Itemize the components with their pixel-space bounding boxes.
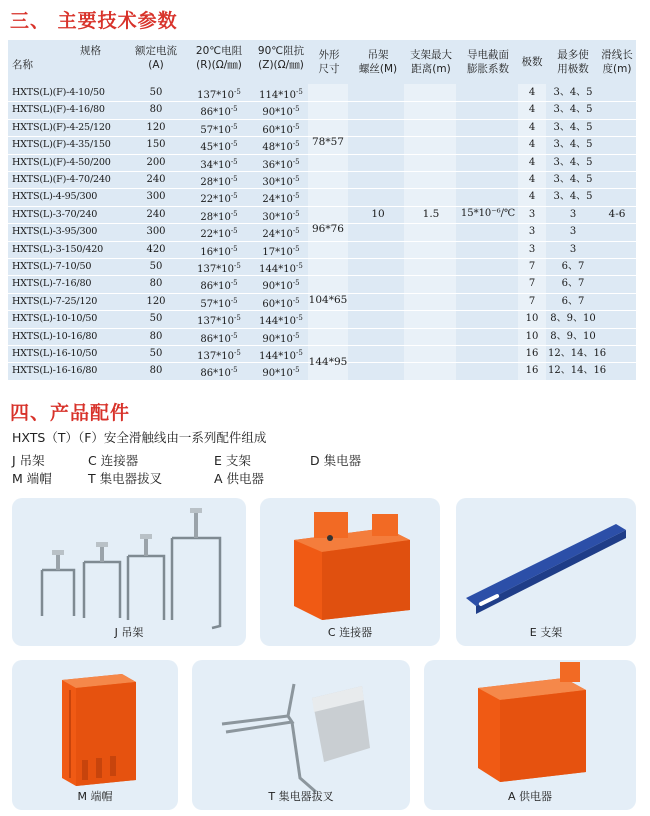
cell-exponent: -5: [230, 227, 238, 236]
header-imp90-unit: (Z)(Ω/㎜): [258, 59, 304, 71]
table-row: [8, 188, 636, 205]
legend-t: T 集电器拔叉: [88, 471, 163, 486]
cell-res-value: 28*10: [200, 211, 231, 223]
cell-res-value: 16*10: [200, 246, 231, 258]
cell-max: [548, 206, 598, 223]
cell-name: [8, 241, 126, 258]
cell-res-value: 34*10: [200, 159, 231, 171]
cell-name: [8, 310, 126, 327]
cell-exponent: -5: [230, 192, 238, 201]
cell-current-value: 240: [146, 174, 166, 185]
cell-max-value: 3: [569, 243, 577, 255]
cell-exponent: -5: [230, 105, 238, 114]
cell-exponent: -5: [292, 279, 300, 288]
cell-poles-value: 4: [528, 156, 536, 168]
cell-current-value: 80: [149, 330, 163, 342]
row-divider: [8, 328, 636, 329]
cell-max: [548, 258, 598, 275]
cell-current: [126, 345, 186, 362]
header-res20-unit: (R)(Ω/㎜): [196, 59, 242, 71]
length-value: 4-6: [608, 208, 626, 220]
cell-poles-value: 4: [528, 191, 536, 203]
cell-max-value: 3、4、5: [553, 104, 593, 116]
cell-poles: [518, 223, 546, 240]
cell-max-value: 12、14、16: [548, 365, 607, 377]
cell-current-value: 80: [149, 278, 163, 290]
cell-res-value: 86*10: [200, 281, 231, 293]
cell-max-value: 3、4、5: [553, 156, 593, 168]
cell-max-value: 6、7: [561, 261, 585, 272]
cell-exponent: -5: [295, 88, 303, 96]
row-divider: [8, 258, 636, 259]
cell-name: [8, 188, 126, 205]
cell-max-value: 3、4、5: [553, 87, 593, 98]
legend-d: D 集电器: [310, 453, 362, 468]
cell-exponent: -5: [233, 349, 241, 357]
cell-exponent: -5: [230, 209, 238, 218]
cell-poles-value: 10: [525, 330, 539, 342]
cell-poles-value: 3: [528, 208, 536, 220]
cell-current: [126, 275, 186, 292]
cell-current-value: 120: [146, 295, 166, 307]
row-divider: [8, 101, 636, 102]
cell-max-value: 3: [569, 208, 577, 220]
header-support-label: 支架最大: [410, 49, 452, 61]
cell-res-value: 137*10: [197, 316, 234, 328]
cell-imp-value: 24*10: [262, 229, 293, 241]
table-row: [8, 101, 636, 118]
cell-imp-value: 90*10: [262, 281, 293, 293]
cell-current: [126, 293, 186, 310]
table-row: [8, 119, 636, 136]
cell-res-value: 22*10: [200, 194, 231, 206]
card-support: [456, 498, 636, 646]
cell-max: [548, 345, 607, 362]
cell-poles: [518, 345, 546, 362]
card-fork: [192, 660, 410, 810]
shape-group-1: 78*57: [312, 136, 344, 148]
table-row: [8, 84, 636, 101]
cell-name: [8, 171, 126, 188]
header-res20: [188, 40, 250, 84]
cell-exponent: -5: [292, 244, 300, 253]
cell-exponent: -5: [230, 279, 238, 288]
cell-exponent: -5: [292, 331, 300, 340]
cell-max: [548, 101, 598, 118]
card-connector: [260, 498, 440, 646]
cell-current-value: 300: [146, 191, 166, 203]
card-endcap: [12, 660, 178, 810]
cell-max-value: 8、9、10: [550, 330, 596, 342]
cell-exponent: -5: [295, 262, 303, 270]
cell-current-value: 240: [146, 208, 166, 220]
header-name: 名称: [12, 59, 33, 71]
cell-exponent: -5: [230, 331, 238, 340]
cell-name-value: HXTS(L)(F)-4-50/200: [12, 156, 111, 168]
cell-current: [126, 258, 186, 275]
cell-exponent: -5: [292, 105, 300, 114]
cell-poles-value: 4: [528, 139, 536, 151]
cell-poles: [518, 171, 546, 188]
cell-exponent: -5: [230, 175, 238, 183]
cell-imp-value: 17*10: [262, 246, 293, 258]
header-support-label2: 距离(m): [411, 63, 451, 75]
cell-name-value: HXTS(L)-16-16/80: [12, 365, 98, 377]
table-row: [8, 241, 636, 258]
cell-name-value: HXTS(L)(F)-4-70/240: [12, 174, 111, 185]
cell-name: [8, 206, 126, 223]
cell-max: [548, 241, 598, 258]
cell-imp-value: 48*10: [262, 142, 293, 154]
cell-poles-value: 16: [525, 365, 539, 377]
cell-imp-value: 90*10: [262, 107, 293, 119]
table-row: [8, 258, 636, 275]
cell-exponent: -5: [292, 122, 300, 131]
cell-name-value: HXTS(L)-7-16/80: [12, 278, 92, 290]
cell-name: [8, 345, 126, 362]
cell-imp-value: 30*10: [262, 211, 293, 223]
cell-poles-value: 7: [528, 295, 536, 307]
cell-current: [126, 328, 186, 345]
header-hanger-label2: 螺丝(M): [358, 63, 398, 75]
row-divider: [8, 206, 636, 207]
cell-current: [126, 101, 186, 118]
cell-name-value: HXTS(L)-3-95/300: [12, 226, 98, 238]
cell-name: [8, 328, 126, 345]
cell-name: [8, 119, 126, 136]
header-current: [126, 40, 186, 84]
cell-exponent: -5: [292, 209, 300, 218]
cell-poles: [518, 119, 546, 136]
legend-a: A 供电器: [214, 471, 265, 486]
row-divider: [8, 310, 636, 311]
legend-e: E 支架: [214, 453, 251, 468]
cell-current: [126, 171, 186, 188]
legend-j: J 吊架: [12, 453, 45, 468]
cell-exponent: -5: [295, 349, 303, 357]
cell-exponent: -5: [292, 140, 300, 149]
cell-poles-value: 3: [528, 243, 536, 255]
shape-group-3: 104*65: [308, 294, 348, 306]
header-maxpoles-label: 最多使: [557, 49, 589, 61]
cell-poles-value: 4: [528, 104, 536, 116]
cell-exponent: -5: [292, 175, 300, 183]
cell-max-value: 12、14、16: [548, 348, 607, 359]
cell-poles: [518, 293, 546, 310]
cell-res-value: 57*10: [200, 124, 231, 136]
cell-name: [8, 362, 126, 379]
cell-max-value: 3、4、5: [553, 174, 593, 185]
cell-name-value: HXTS(L)-4-95/300: [12, 191, 98, 203]
header-current-label: 额定电流: [135, 45, 177, 57]
header-current-unit: (A): [148, 59, 164, 71]
header-length-label2: 度(m): [602, 63, 632, 75]
cell-exponent: -5: [233, 314, 241, 323]
header-spec-name: [8, 40, 123, 84]
header-shape-label2: 尺寸: [318, 63, 340, 75]
cell-current-value: 80: [149, 104, 163, 116]
row-divider: [8, 345, 636, 346]
cell-poles-value: 7: [528, 261, 536, 272]
cell-current: [126, 362, 186, 379]
cell-poles: [518, 206, 546, 223]
section3-title: 三、 主要技术参数: [10, 10, 178, 32]
cell-res-value: 137*10: [197, 264, 234, 275]
cell-poles: [518, 241, 546, 258]
cell-name-value: HXTS(L)-10-16/80: [12, 330, 98, 342]
cell-name: [8, 154, 126, 171]
header-expansion-label2: 膨胀系数: [467, 63, 509, 75]
cell-imp-value: 114*10: [259, 90, 296, 101]
cell-current-value: 420: [146, 243, 166, 255]
cell-exponent: -5: [295, 314, 303, 323]
row-divider: [8, 275, 636, 276]
cell-poles: [518, 188, 546, 205]
cell-current: [126, 188, 186, 205]
cell-exponent: -5: [230, 140, 238, 149]
cell-max: [548, 171, 598, 188]
cell-exponent: -5: [230, 122, 238, 131]
cell-name: [8, 101, 126, 118]
cell-current: [126, 119, 186, 136]
cell-max: [548, 362, 607, 379]
cell-poles-value: 4: [528, 121, 536, 133]
cell-max-value: 6、7: [561, 295, 585, 307]
cell-poles-value: 7: [528, 278, 536, 290]
cell-current-value: 50: [149, 348, 163, 359]
table-row: [8, 171, 636, 188]
row-divider: [8, 188, 636, 189]
cell-max: [548, 293, 598, 310]
cell-poles: [518, 362, 546, 379]
cell-name-value: HXTS(L)(F)-4-10/50: [12, 87, 105, 98]
header-imp90-label: 90℃阻抗: [257, 45, 305, 57]
cell-res-value: 28*10: [200, 177, 231, 188]
cell-current-value: 50: [149, 313, 163, 325]
cell-poles: [518, 136, 546, 153]
cell-current-value: 50: [149, 261, 163, 272]
cell-current: [126, 223, 186, 240]
cell-res: [188, 362, 250, 382]
header-hanger: [352, 40, 404, 84]
cell-max: [548, 275, 598, 292]
cell-max-value: 3: [569, 226, 577, 238]
header-support: [404, 40, 458, 84]
cell-name-value: HXTS(L)-3-150/420: [12, 243, 104, 255]
cell-poles: [518, 154, 546, 171]
section4-title: 四、产品配件: [10, 402, 131, 424]
cell-max-value: 8、9、10: [550, 313, 596, 325]
cell-imp-value: 36*10: [262, 159, 293, 171]
cell-imp-value: 24*10: [262, 194, 293, 206]
cell-res-value: 86*10: [200, 107, 231, 119]
cell-poles-value: 3: [528, 226, 536, 238]
card-hanger: [12, 498, 246, 646]
cell-name-value: HXTS(L)-7-25/120: [12, 295, 98, 307]
cell-poles: [518, 258, 546, 275]
cell-max: [548, 136, 598, 153]
header-shape-label: 外形: [318, 49, 340, 61]
legend-m: M 端帽: [12, 471, 52, 486]
row-divider: [8, 154, 636, 155]
cell-res-value: 57*10: [200, 298, 231, 310]
row-divider: [8, 119, 636, 120]
cell-name-value: HXTS(L)-7-10/50: [12, 261, 92, 272]
cell-name: [8, 293, 126, 310]
table-row: [8, 310, 636, 327]
cell-name-value: HXTS(L)-3-70/240: [12, 208, 98, 220]
cell-poles-value: 4: [528, 174, 536, 185]
table-row: [8, 206, 636, 223]
cell-current: [126, 154, 186, 171]
cell-imp-value: 144*10: [259, 264, 296, 275]
cell-current-value: 200: [146, 156, 166, 168]
cell-current: [126, 84, 186, 101]
header-length: [598, 40, 636, 84]
cell-exponent: -5: [230, 366, 238, 375]
cell-max-value: 3、4、5: [553, 139, 593, 151]
cell-imp-value: 90*10: [262, 368, 293, 380]
cell-name: [8, 223, 126, 240]
cell-max: [548, 188, 598, 205]
cell-poles: [518, 275, 546, 292]
expansion-value: 15*10⁻⁶/℃: [460, 208, 516, 219]
cell-poles-value: 10: [525, 313, 539, 325]
cell-name-value: HXTS(L)(F)-4-16/80: [12, 104, 105, 116]
header-imp90: [250, 40, 312, 84]
cell-poles-value: 4: [528, 87, 536, 98]
cell-poles: [518, 101, 546, 118]
intro-text: HXTS（T）（F）安全滑触线由一系列配件组成: [12, 430, 267, 445]
cell-max: [548, 154, 598, 171]
cell-max: [548, 310, 598, 327]
cell-exponent: -5: [292, 366, 300, 375]
cell-imp-value: 144*10: [259, 351, 296, 362]
caption-fork: T 集电器拔叉: [268, 790, 334, 803]
caption-connector: C 连接器: [327, 626, 373, 639]
cell-imp-value: 30*10: [262, 177, 293, 188]
cell-poles: [518, 84, 546, 101]
cell-max: [548, 119, 598, 136]
cell-exponent: -5: [230, 157, 238, 166]
cell-exponent: -5: [292, 296, 300, 305]
cell-exponent: -5: [233, 262, 241, 270]
cell-current-value: 50: [149, 87, 163, 98]
cell-poles: [518, 328, 546, 345]
row-divider: [8, 171, 636, 172]
cell-current: [126, 136, 186, 153]
cell-current-value: 80: [149, 365, 163, 377]
cell-res-value: 86*10: [200, 333, 231, 345]
caption-feeder: A 供电器: [507, 790, 553, 803]
cell-name-value: HXTS(L)-10-10/50: [12, 313, 98, 325]
cell-imp-value: 90*10: [262, 333, 293, 345]
caption-support: E 支架: [529, 626, 563, 639]
cell-max: [548, 328, 598, 345]
table-row: [8, 328, 636, 345]
row-divider: [8, 241, 636, 242]
cell-exponent: -5: [292, 192, 300, 201]
cell-name-value: HXTS(L)(F)-4-25/120: [12, 121, 111, 133]
card-feeder: [424, 660, 636, 810]
table-row: [8, 275, 636, 292]
header-length-label: 滑线长: [601, 49, 633, 61]
header-spec: 规格: [80, 45, 101, 57]
cell-imp: [250, 362, 312, 382]
hanger-value: 10: [371, 208, 385, 220]
cell-res-value: 45*10: [200, 142, 231, 154]
cell-res-value: 137*10: [197, 351, 234, 362]
spec-table: [8, 40, 636, 380]
support-value: 1.5: [422, 208, 440, 220]
cell-poles: [518, 310, 546, 327]
cell-name: [8, 84, 126, 101]
header-shape: [310, 40, 348, 84]
cell-exponent: -5: [292, 227, 300, 236]
header-maxpoles: [548, 40, 598, 84]
cell-name-value: HXTS(L)-16-10/50: [12, 348, 98, 359]
caption-endcap: M 端帽: [77, 790, 113, 803]
cell-res-value: 86*10: [200, 368, 231, 380]
header-maxpoles-label2: 用极数: [557, 63, 589, 75]
cell-max: [548, 84, 598, 101]
cell-max-value: 3、4、5: [553, 121, 593, 133]
table-row: [8, 154, 636, 171]
header-expansion: [458, 40, 518, 84]
header-hanger-label: 吊架: [367, 49, 389, 61]
cell-res-value: 137*10: [197, 90, 234, 101]
cell-current-value: 150: [146, 139, 166, 151]
cell-name: [8, 275, 126, 292]
cell-current: [126, 310, 186, 327]
cell-exponent: -5: [230, 244, 238, 253]
cell-exponent: -5: [292, 157, 300, 166]
cell-max-value: 3、4、5: [553, 191, 593, 203]
cell-current-value: 120: [146, 121, 166, 133]
legend-c: C 连接器: [88, 453, 139, 468]
cell-current: [126, 241, 186, 258]
cell-exponent: -5: [233, 88, 241, 96]
shape-group-4: 144*95: [308, 356, 348, 368]
header-res20-label: 20℃电阻: [195, 45, 243, 57]
cell-exponent: -5: [230, 296, 238, 305]
cell-max-value: 6、7: [561, 278, 585, 290]
cell-name: [8, 136, 126, 153]
shape-group-2: 96*76: [312, 223, 344, 235]
cell-max: [548, 223, 598, 240]
cell-imp-value: 60*10: [262, 298, 293, 310]
cell-imp-value: 60*10: [262, 124, 293, 136]
cell-name: [8, 258, 126, 275]
header-poles: 极数: [521, 56, 543, 68]
cell-current-value: 300: [146, 226, 166, 238]
cell-poles-value: 16: [525, 348, 539, 359]
cell-imp-value: 144*10: [259, 316, 296, 328]
cell-res-value: 22*10: [200, 229, 231, 241]
header-expansion-label: 导电截面: [467, 49, 509, 61]
caption-hanger: J 吊架: [114, 626, 144, 639]
cell-name-value: HXTS(L)(F)-4-35/150: [12, 139, 111, 151]
cell-current: [126, 206, 186, 223]
